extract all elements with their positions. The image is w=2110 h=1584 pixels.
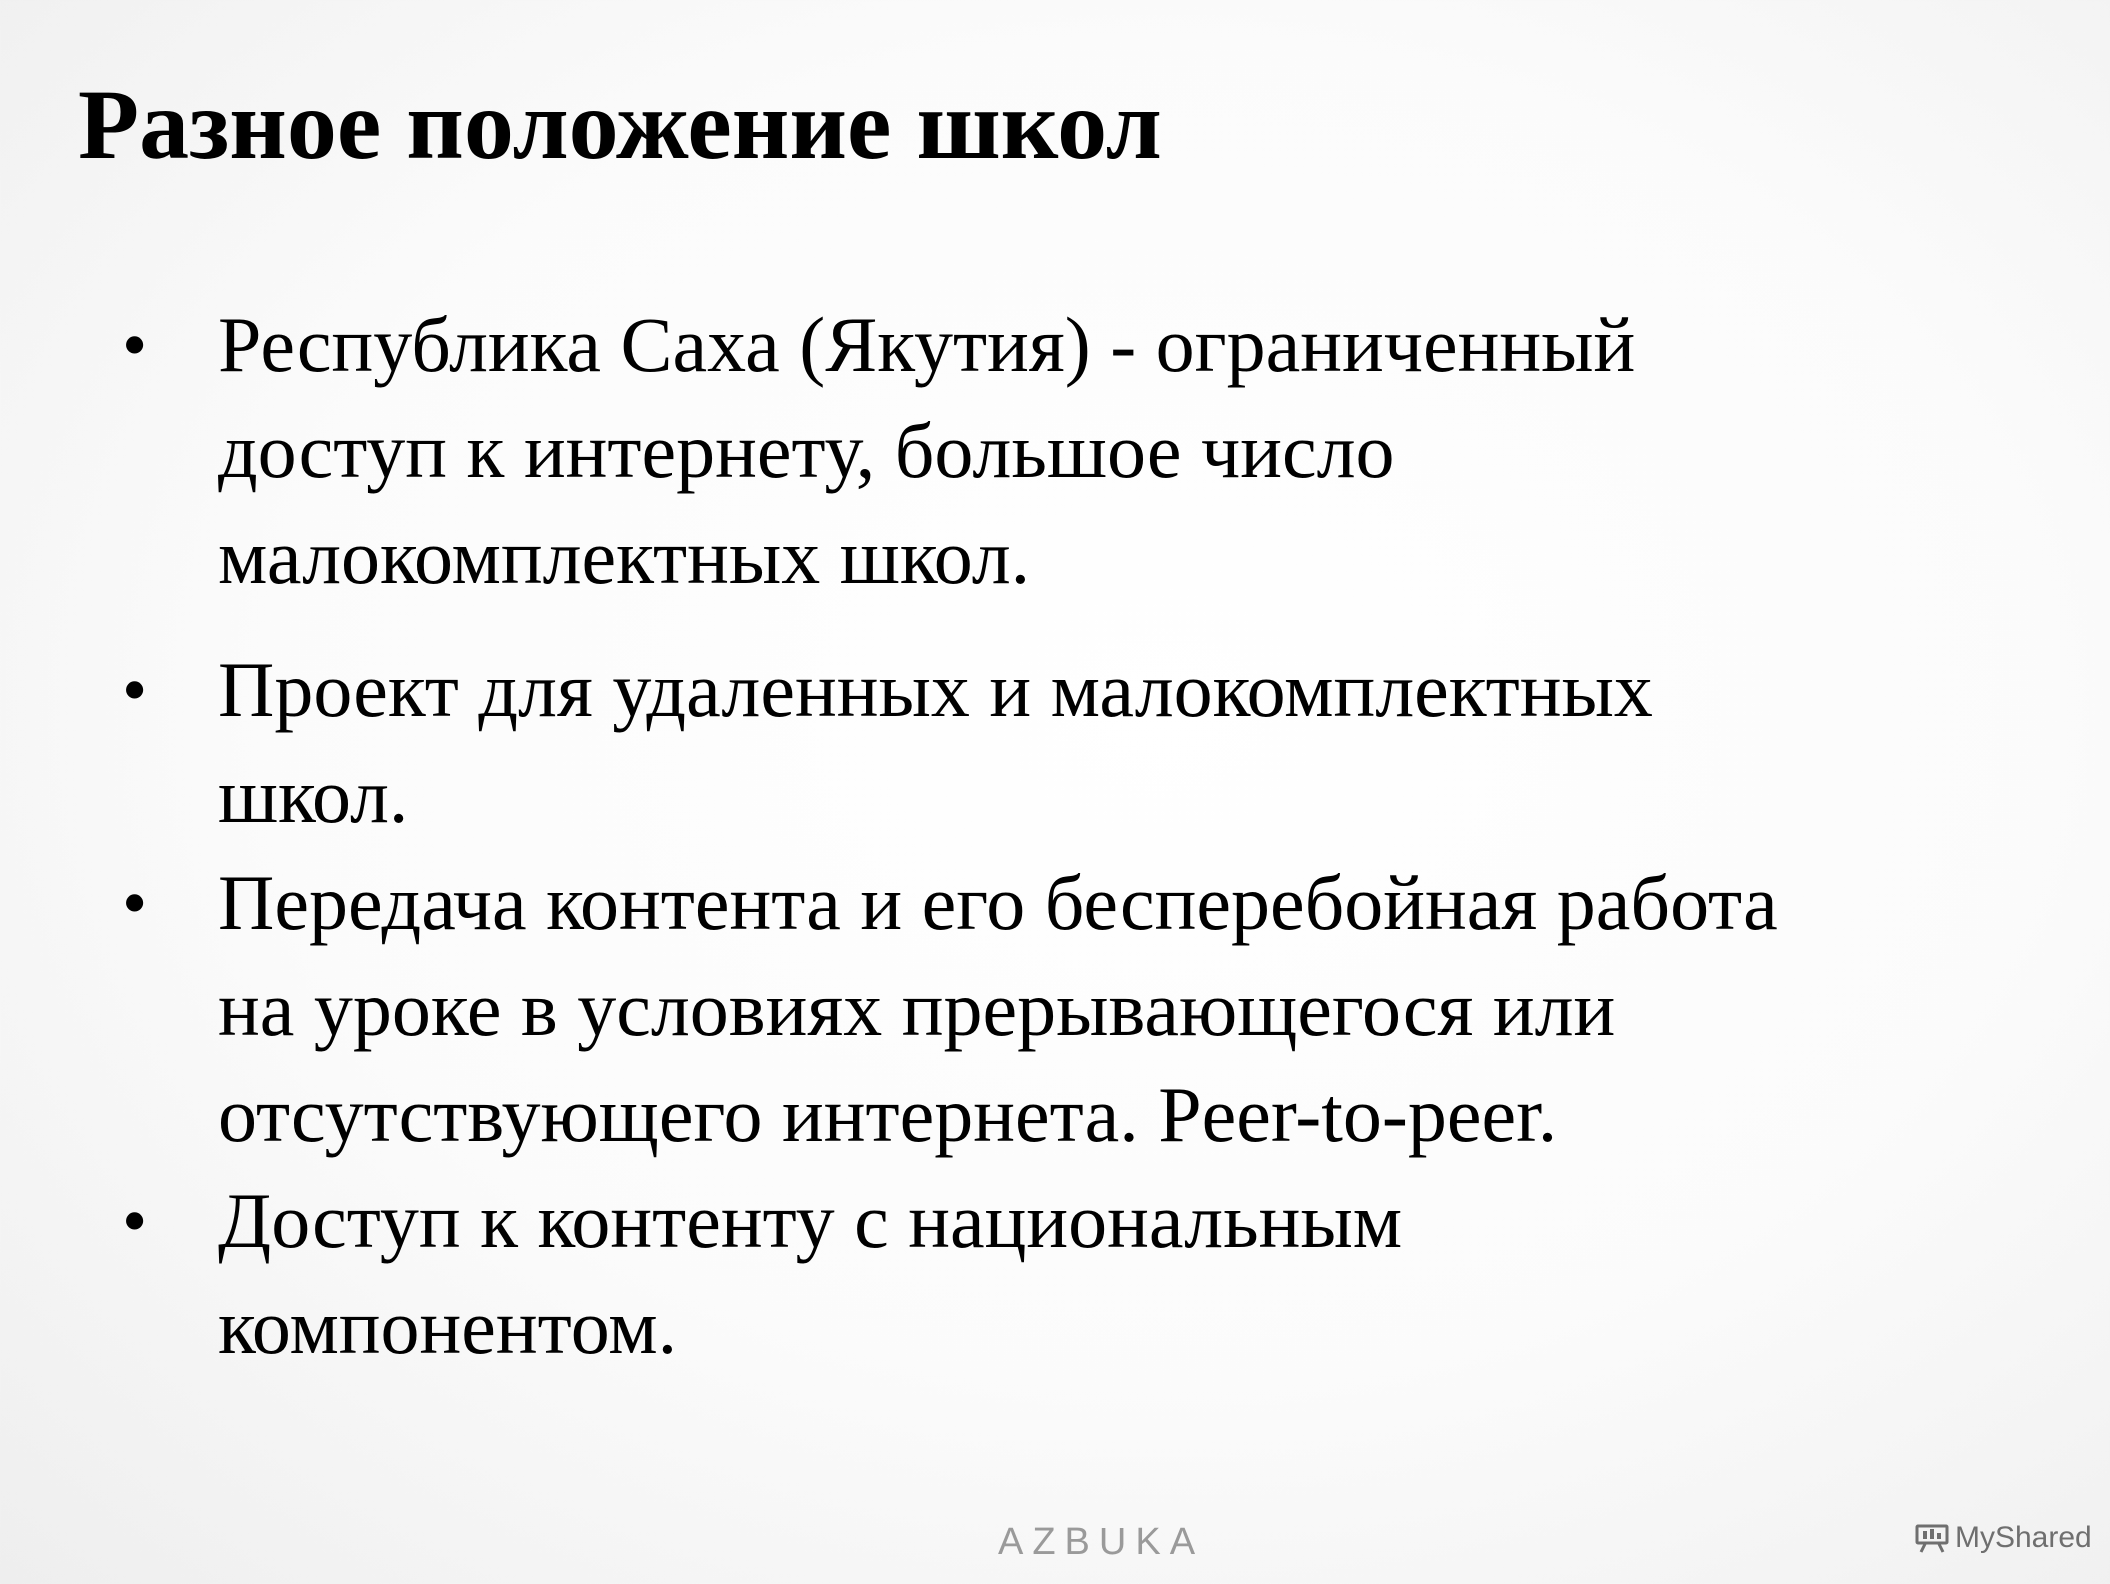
watermark-text: MyShared bbox=[1955, 1521, 2092, 1554]
bullet-item bbox=[122, 637, 2022, 849]
bullet-text-line: доступ к интернету, большое число bbox=[218, 407, 1395, 494]
bullet-text-line: на уроке в условиях прерывающегося или bbox=[218, 965, 1616, 1052]
bullet-icon: • bbox=[122, 1181, 148, 1261]
bullet-text-line: школ. bbox=[218, 752, 409, 839]
bullet-text-line: Проект для удаленных и малокомплектных bbox=[218, 646, 1653, 733]
bullet-icon: • bbox=[122, 650, 148, 730]
bullet-text-line: отсутствующего интернета. Peer-to-peer. bbox=[218, 1071, 1558, 1158]
bullet-text-line: компонентом. bbox=[218, 1283, 678, 1370]
bullet-text-line: Передача контента и его бесперебойная работа bbox=[218, 859, 1778, 946]
bullet-text-line: малокомплектных школ. bbox=[218, 513, 1031, 600]
watermark-link[interactable] bbox=[1915, 1518, 2092, 1558]
brand-logo: AZBUKA bbox=[998, 1521, 1205, 1563]
bullet-text-line: Республика Саха (Якутия) - ограниченный bbox=[218, 301, 1636, 388]
projector-screen-icon bbox=[1915, 1523, 1949, 1553]
bullet-item bbox=[122, 1168, 2022, 1380]
bullet-item bbox=[122, 850, 2022, 1168]
bullet-item bbox=[122, 292, 2022, 610]
bullet-icon: • bbox=[122, 305, 148, 385]
bullet-text-line: Доступ к контенту с национальным bbox=[218, 1177, 1403, 1264]
bullet-icon: • bbox=[122, 863, 148, 943]
slide-title: Разное положение школ bbox=[78, 69, 1162, 180]
